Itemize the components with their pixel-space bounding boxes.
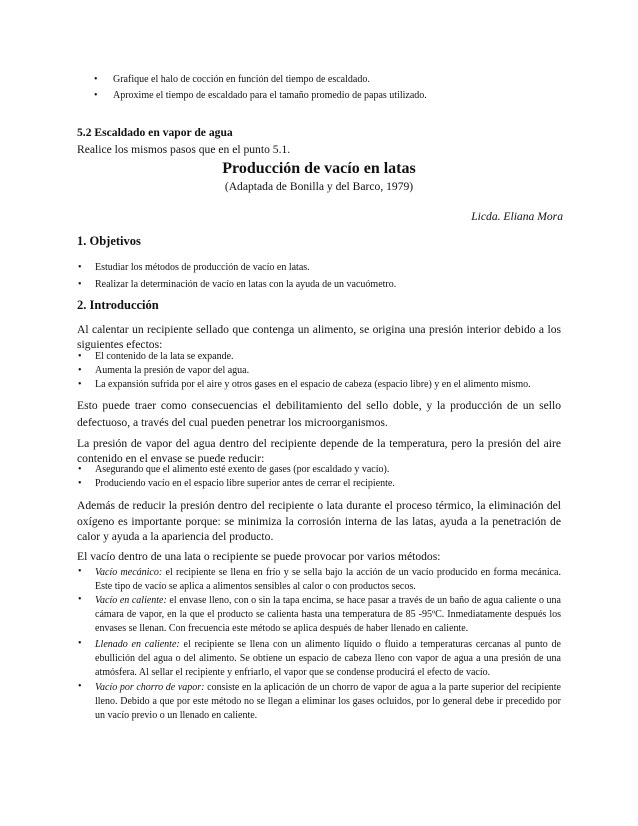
bullet-icon: • (78, 566, 82, 577)
method-text: el envase lleno, con o sin la tapa encima, se hace pasar a través de un baño de agua caliente o una cámara de vapor, en la que el producto se calienta hasta una temperatura de 85 -95ºC. Inmediatamente después los envases se llenan. Con frecuencia este método se aplica después de haber llenado en caliente. (95, 595, 561, 634)
method-term: Llenado en caliente: (95, 639, 180, 650)
method-item (95, 638, 561, 680)
bullet-icon: • (78, 279, 82, 290)
method-item (95, 681, 561, 723)
bullet-icon: • (78, 638, 82, 649)
introduccion-heading: 2. Introducción (77, 298, 159, 312)
bullet-icon: • (78, 351, 82, 362)
intro-paragraph-3: La presión de vapor del agua dentro del recipiente depende de la temperatura, pero la presión del aire contenido en el envase se puede reducir: (77, 437, 561, 465)
intro-paragraph-4: Además de reducir la presión dentro del recipiente o lata durante el proceso térmico, la eliminación del oxígeno es importante porque: se minimiza la corrosión interna de las latas, ayuda a la penetración de calor y ayuda a la apariencia del producto. (77, 499, 561, 543)
objetivos-item: Realizar la determinación de vacío en latas con la ayuda de un vacuómetro. (95, 279, 397, 290)
section-text: Realice los mismos pasos que en el punto 5.1. (77, 143, 291, 156)
method-term: Vacío mecánico: (95, 567, 163, 578)
intro-paragraph-5: El vacío dentro de una lata o recipiente se puede provocar por varios métodos: (77, 550, 441, 563)
intro-list-item: Produciendo vacío en el espacio libre superior antes de cerrar el recipiente. (95, 478, 395, 489)
author: Licda. Eliana Mora (471, 210, 563, 223)
method-item (95, 594, 561, 636)
intro-list-item: Aumenta la presión de vapor del agua. (95, 365, 250, 376)
bullet-icon: • (78, 681, 82, 692)
intro-list-item: El contenido de la lata se expande. (95, 351, 234, 362)
top-list-item: Aproxime el tiempo de escaldado para el tamaño promedio de papas utilizado. (113, 90, 427, 101)
bullet-icon: • (78, 464, 82, 475)
section-heading: 5.2 Escaldado en vapor de agua (77, 126, 233, 139)
intro-paragraph-1: Al calentar un recipiente sellado que contenga un alimento, se origina una presión interior debido a los siguientes efectos: (77, 323, 561, 351)
bullet-icon: • (78, 365, 82, 376)
method-term: Vacío en caliente: (95, 595, 167, 606)
bullet-icon: • (78, 478, 82, 489)
bullet-icon: • (78, 594, 82, 605)
bullet-icon: • (78, 262, 82, 273)
intro-list-item: La expansión sufrida por el aire y otros gases en el espacio de cabeza (espacio libre) y en el alimento mismo. (95, 379, 531, 390)
page-subtitle: (Adaptada de Bonilla y del Barco, 1979) (224, 180, 414, 193)
bullet-icon: • (94, 90, 98, 101)
method-text: el recipiente se llena en frío y se sella bajo la acción de un vacío producido en forma mecánica. Este tipo de vacío se aplica a alimentos sensibles al calor o con productos secos. (95, 567, 561, 592)
objetivos-item: Estudiar los métodos de producción de vacío en latas. (95, 262, 310, 273)
intro-paragraph-2: Esto puede traer como consecuencias el debilitamiento del sello doble, y la producción de un sello defectuoso, a través del cual pueden penetrar los microorganismos. (77, 399, 561, 429)
top-list-item: Grafique el halo de cocción en función del tiempo de escaldado. (113, 74, 370, 85)
method-text: el recipiente se llena con un alimento líquido o fluido a temperaturas cercanas al punto de ebullición del agua o del alimento. Se obtiene un espacio de cabeza lleno con vapor de agua a una presión de una atmósfera. Al sellar el recipiente y enfriarlo, el vapor que se condense producirá el efecto de vacío. (95, 639, 561, 678)
objetivos-heading: 1. Objetivos (77, 234, 141, 248)
method-item (95, 566, 561, 594)
bullet-icon: • (78, 379, 82, 390)
method-term: Vacío por chorro de vapor: (95, 682, 205, 693)
page-title: Producción de vacío en latas (222, 160, 416, 177)
intro-list-item: Asegurando que el alimento esté exento de gases (por escaldado y vacío). (95, 464, 390, 475)
method-text: consiste en la aplicación de un chorro de vapor de agua a la parte superior del recipiente lleno. Debido a que por este método no se llegan a eliminar los gases ocluidos, por lo general debe ir precedido por un vacío previo o un llenado en caliente. (95, 682, 561, 721)
bullet-icon: • (94, 74, 98, 85)
